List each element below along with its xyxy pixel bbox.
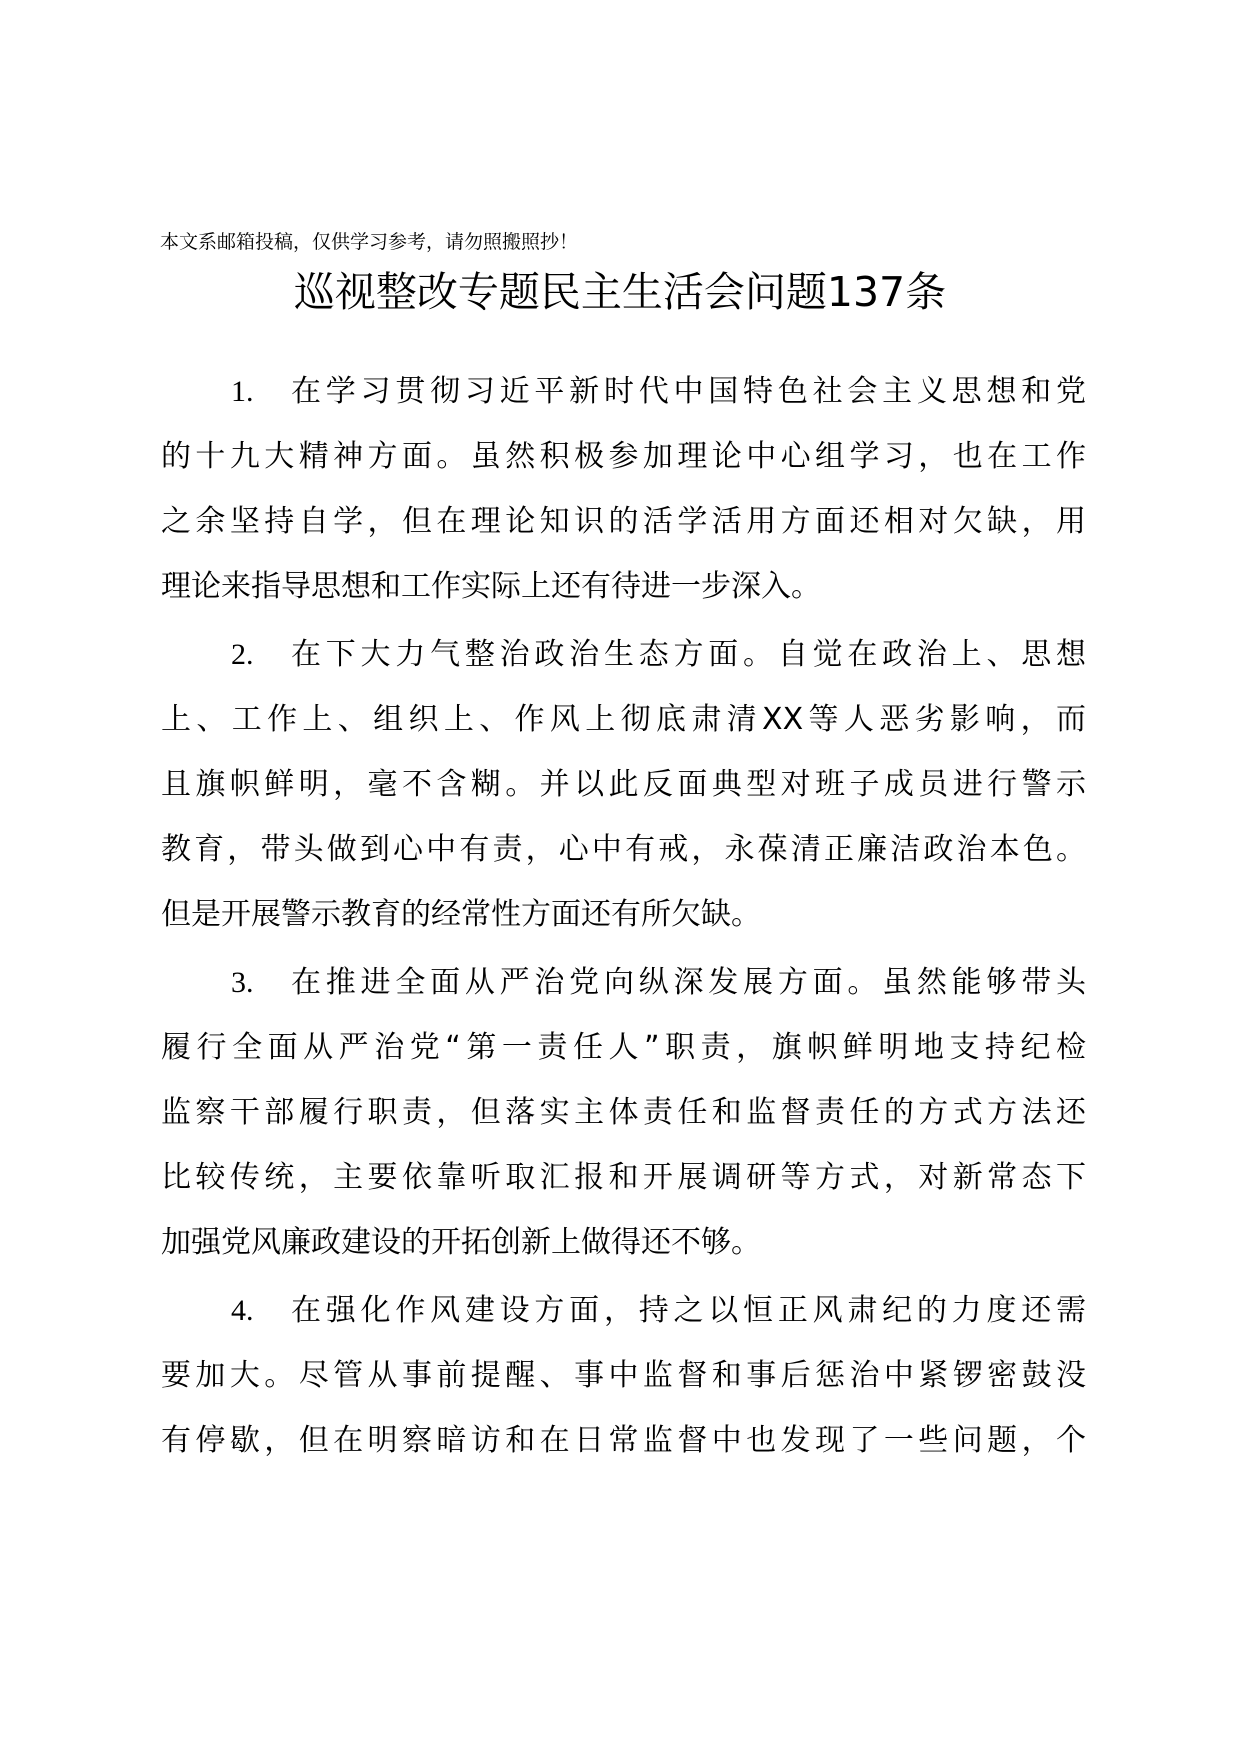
list-item	[161, 622, 1086, 947]
item-number: 4.	[231, 1294, 254, 1327]
document-title: 巡视整改专题民主生活会问题137条	[293, 268, 947, 316]
paragraph-line: 上、工作上、组织上、作风上彻底肃清XX等人恶劣影响，而	[161, 702, 1086, 737]
paragraph-line: 理论来指导思想和工作实际上还有待进一步深入。	[161, 569, 821, 604]
paragraph-line: 比较传统，主要依靠听取汇报和开展调研等方式，对新常态下	[161, 1160, 1086, 1195]
line-text: 在下大力气整治政治生态方面。自觉在政治上、思想	[291, 637, 1086, 672]
paragraph-line	[161, 1278, 1086, 1343]
paragraph-line: 教育，带头做到心中有责，心中有戒，永葆清正廉洁政治本色。	[161, 832, 1086, 867]
paragraph-line: 要加大。尽管从事前提醒、事中监督和事后惩治中紧锣密鼓没	[161, 1358, 1086, 1393]
paragraph-line: 监察干部履行职责，但落实主体责任和监督责任的方式方法还	[161, 1095, 1086, 1130]
paragraph-line: 有停歇，但在明察暗访和在日常监督中也发现了一些问题，个	[161, 1423, 1086, 1458]
paragraph-line: 且旗帜鲜明，毫不含糊。并以此反面典型对班子成员进行警示	[161, 767, 1086, 802]
paragraph-line: 加强党风廉政建设的开拓创新上做得还不够。	[161, 1225, 761, 1260]
paragraph-line: 的十九大精神方面。虽然积极参加理论中心组学习，也在工作	[161, 439, 1086, 474]
paragraph-line: 履行全面从严治党“第一责任人”职责，旗帜鲜明地支持纪检	[161, 1030, 1086, 1065]
paragraph-line	[161, 622, 1086, 687]
paragraph-line	[161, 950, 1086, 1015]
list-item	[161, 950, 1086, 1275]
paragraph-line: 之余坚持自学，但在理论知识的活学活用方面还相对欠缺，用	[161, 504, 1086, 539]
paragraph-line: 但是开展警示教育的经常性方面还有所欠缺。	[161, 897, 761, 932]
item-number: 3.	[231, 966, 254, 999]
line-text: 在强化作风建设方面，持之以恒正风肃纪的力度还需	[291, 1293, 1086, 1328]
notice-text: 本文系邮箱投稿，仅供学习参考，请勿照搬照抄！	[160, 231, 579, 253]
item-number: 2.	[231, 638, 254, 671]
document-body	[161, 359, 1086, 1476]
line-text: 在推进全面从严治党向纵深发展方面。虽然能够带头	[291, 965, 1086, 1000]
list-item	[161, 1278, 1086, 1473]
line-text: 在学习贯彻习近平新时代中国特色社会主义思想和党	[291, 374, 1086, 409]
item-number: 1.	[231, 375, 254, 408]
paragraph-line	[161, 359, 1086, 424]
list-item	[161, 359, 1086, 619]
